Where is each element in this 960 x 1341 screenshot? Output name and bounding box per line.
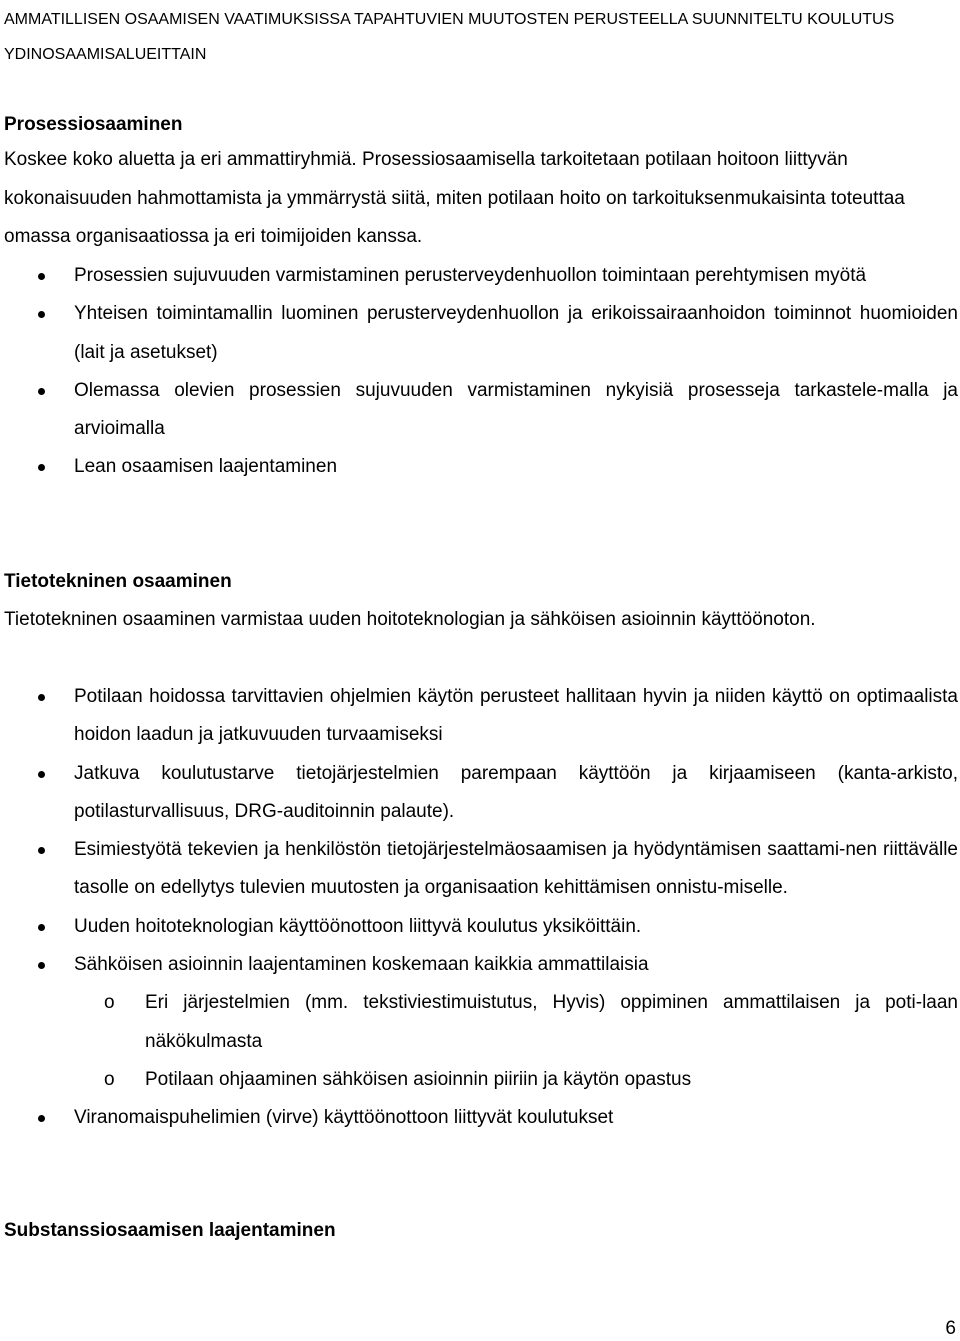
bullet-icon bbox=[38, 771, 45, 778]
circle-bullet-icon: o bbox=[104, 992, 115, 1014]
section-intro-it: Tietotekninen osaaminen varmistaa uuden hoitoteknologian ja sähköisen asioinnin käyttöönoton. bbox=[4, 609, 816, 630]
section-heading-process: Prosessiosaaminen bbox=[4, 114, 183, 135]
sub-list-item: o Eri järjestelmien (mm. tekstiviestimuistutus, Hyvis) oppiminen ammattilaisen ja poti-laan näkökulmasta bbox=[74, 984, 958, 1061]
bullet-icon bbox=[38, 694, 45, 701]
circle-bullet-icon: o bbox=[104, 1068, 115, 1090]
list-item: Esimiestyötä tekevien ja henkilöstön tietojärjestelmäosaamisen ja hyödyntämisen saattami-nen riittävälle tasolle on edellytys tulevien muutosten ja organisaation kehittämisen onnistu-miselle. bbox=[0, 831, 958, 908]
page-number: 6 bbox=[945, 1318, 956, 1339]
sub-list bbox=[74, 984, 958, 1099]
list-item: Prosessien sujuvuuden varmistaminen perusterveydenhuollon toimintaan perehtymisen myötä bbox=[0, 257, 958, 295]
section-intro-process: Koskee koko aluetta ja eri ammattiryhmiä. Prosessiosaamisella tarkoitetaan potilaan hoitoon liittyvän kokonaisuuden hahmottamista ja ymmärrystä siitä, miten potilaan hoito on tarkoituksenmukaisinta toteuttaa omassa organisaatiossa ja eri toimijoiden kanssa. bbox=[4, 149, 905, 247]
section-heading-it: Tietotekninen osaaminen bbox=[4, 571, 232, 592]
bullet-icon bbox=[38, 311, 45, 318]
list-item: Uuden hoitoteknologian käyttöönottoon liittyvä koulutus yksiköittäin. bbox=[0, 908, 958, 946]
list-item: Yhteisen toimintamallin luominen perusterveydenhuollon ja erikoissairaanhoidon toiminnot huomioiden (lait ja asetukset) bbox=[0, 295, 958, 372]
section-heading-substance: Substanssiosaamisen laajentaminen bbox=[4, 1220, 336, 1241]
bullet-icon bbox=[38, 962, 45, 969]
bullet-icon bbox=[38, 464, 45, 471]
list-item: Jatkuva koulutustarve tietojärjestelmien parempaan käyttöön ja kirjaamiseen (kanta-arkisto, potilasturvallisuus, DRG-auditoinnin palaute). bbox=[0, 755, 958, 832]
process-list bbox=[0, 257, 958, 487]
list-item: Viranomaispuhelimien (virve) käyttöönottoon liittyvät koulutukset bbox=[0, 1099, 958, 1137]
list-item: Lean osaamisen laajentaminen bbox=[0, 448, 958, 486]
page-title: AMMATILLISEN OSAAMISEN VAATIMUKSISSA TAPAHTUVIEN MUUTOSTEN PERUSTEELLA SUUNNITELTU KOULUTUS YDINOSAAMISALUEITTAIN bbox=[4, 11, 895, 63]
list-item: Sähköisen asioinnin laajentaminen koskemaan kaikkia ammattilaisia o Eri järjestelmien (mm. tekstiviestimuistutus, Hyvis) oppiminen ammattilaisen ja poti-laan näkökulmasta o Potilaan ohjaaminen sähköisen asioinnin piiriin ja käytön opastus bbox=[0, 946, 958, 1099]
bullet-icon bbox=[38, 388, 45, 395]
it-list bbox=[0, 678, 958, 1138]
sub-list-item: o Potilaan ohjaaminen sähköisen asioinnin piiriin ja käytön opastus bbox=[74, 1061, 958, 1099]
bullet-icon bbox=[38, 847, 45, 854]
list-item: Olemassa olevien prosessien sujuvuuden varmistaminen nykyisiä prosesseja tarkastele-malla ja arvioimalla bbox=[0, 372, 958, 449]
bullet-icon bbox=[38, 273, 45, 280]
bullet-icon bbox=[38, 924, 45, 931]
bullet-icon bbox=[38, 1115, 45, 1122]
list-item: Potilaan hoidossa tarvittavien ohjelmien käytön perusteet hallitaan hyvin ja niiden käyttö on optimaalista hoidon laadun ja jatkuvuuden turvaamiseksi bbox=[0, 678, 958, 755]
